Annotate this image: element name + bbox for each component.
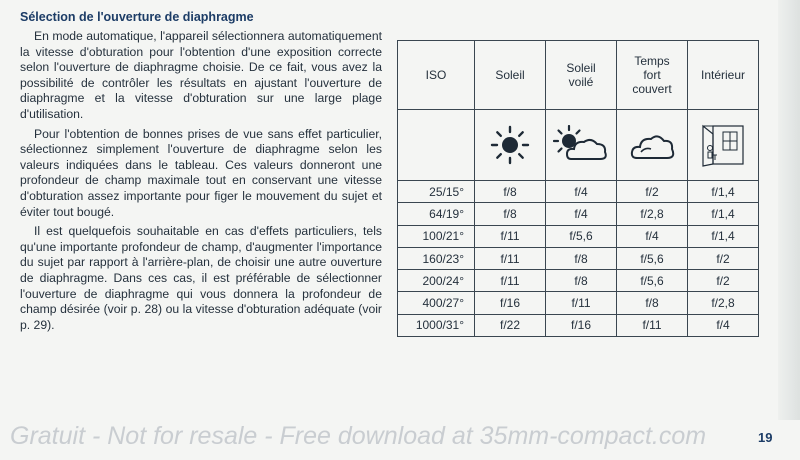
aperture-couvert: f/8	[617, 292, 688, 314]
iso-value: 400/27°	[398, 292, 475, 314]
aperture-couvert: f/5,6	[617, 270, 688, 292]
iso-value: 64/19°	[398, 203, 475, 225]
aperture-couvert: f/4	[617, 225, 688, 247]
aperture-soleil: f/11	[475, 247, 546, 269]
aperture-interieur: f/4	[688, 314, 759, 336]
iso-value: 100/21°	[398, 225, 475, 247]
header-soleil: Soleil	[475, 41, 546, 110]
aperture-couvert: f/5,6	[617, 247, 688, 269]
paragraph-2: Pour l'obtention de bonnes prises de vue sans effet particulier, sélectionnez simplement l'ouverture de diaphragme selon les valeurs indiquées dans le tableau. Ces valeurs donneront une profondeur de champ maximale tout en conservant une vitesse d'obturation assez importante pour figer le mouvement du sujet et éviter tout bougé.	[20, 126, 382, 219]
iso-value: 160/23°	[398, 247, 475, 269]
aperture-couvert: f/2	[617, 181, 688, 203]
page-edge-shadow	[778, 0, 800, 420]
aperture-soleil: f/8	[475, 181, 546, 203]
aperture-soleil: f/11	[475, 270, 546, 292]
aperture-interieur: f/1,4	[688, 225, 759, 247]
aperture-couvert: f/11	[617, 314, 688, 336]
cloud-icon	[627, 125, 677, 165]
table-header-row	[398, 41, 759, 110]
header-temps-fort-couvert: Temps fort couvert	[617, 41, 688, 110]
aperture-soleil-voile: f/4	[546, 181, 617, 203]
aperture-interieur: f/1,4	[688, 203, 759, 225]
sun-icon	[490, 125, 530, 165]
icon-cell-cloud	[617, 110, 688, 181]
icon-cell-sun-cloud	[546, 110, 617, 181]
aperture-soleil-voile: f/16	[546, 314, 617, 336]
header-soleil-voile: Soleil voilé	[546, 41, 617, 110]
paragraph-3: Il est quelquefois souhaitable en cas d'effets particuliers, tels qu'une importante profondeur de champ, d'augmenter l'importance du sujet par rapport à l'arrière-plan, de choisir une autre ouverture de diaphragme. Dans ces cas, il est préférable de sélectionner l'ouverture de diaphragme qui vous donnera la profondeur de champ désirée (voir p. 28) ou la vitesse d'obturation adéquate (voir p. 29).	[20, 224, 382, 332]
table-row	[398, 270, 759, 292]
table-row	[398, 203, 759, 225]
aperture-interieur: f/1,4	[688, 181, 759, 203]
table-row	[398, 225, 759, 247]
paragraph-1: En mode automatique, l'appareil sélectionnera automatiquement la vitesse d'obturation pour l'obtention d'une exposition correcte selon l'ouverture de diaphragme choisie. De ce fait, vous avez la possibilité de contrôler les résultats en ajustant l'ouverture de diaphragme et la vitesse d'obturation sur une large plage d'utilisation.	[20, 29, 382, 121]
table-row	[398, 314, 759, 336]
aperture-table	[397, 40, 759, 337]
aperture-soleil-voile: f/4	[546, 203, 617, 225]
watermark-text: Gratuit - Not for resale - Free download at 35mm-compact.com	[10, 422, 707, 450]
aperture-soleil-voile: f/8	[546, 270, 617, 292]
iso-value: 25/15°	[398, 181, 475, 203]
icon-row	[398, 110, 759, 181]
interior-room-icon	[699, 122, 747, 168]
aperture-soleil-voile: f/11	[546, 292, 617, 314]
aperture-soleil: f/8	[475, 203, 546, 225]
aperture-interieur: f/2	[688, 247, 759, 269]
table-row	[398, 292, 759, 314]
aperture-soleil-voile: f/5,6	[546, 225, 617, 247]
aperture-couvert: f/2,8	[617, 203, 688, 225]
sun-behind-cloud-icon	[553, 125, 609, 165]
aperture-soleil: f/11	[475, 225, 546, 247]
header-iso: ISO	[398, 41, 475, 110]
iso-value: 200/24°	[398, 270, 475, 292]
iso-value: 1000/31°	[398, 314, 475, 336]
icon-cell-empty	[398, 110, 475, 181]
aperture-interieur: f/2	[688, 270, 759, 292]
icon-cell-interior	[688, 110, 759, 181]
body-text	[20, 29, 382, 337]
section-heading: Sélection de l'ouverture de diaphragme	[20, 10, 254, 24]
page-number: 19	[758, 430, 773, 445]
icon-cell-sun	[475, 110, 546, 181]
table-row	[398, 181, 759, 203]
header-interieur: Intérieur	[688, 41, 759, 110]
aperture-soleil-voile: f/8	[546, 247, 617, 269]
table-row	[398, 247, 759, 269]
aperture-interieur: f/2,8	[688, 292, 759, 314]
aperture-soleil: f/16	[475, 292, 546, 314]
aperture-soleil: f/22	[475, 314, 546, 336]
